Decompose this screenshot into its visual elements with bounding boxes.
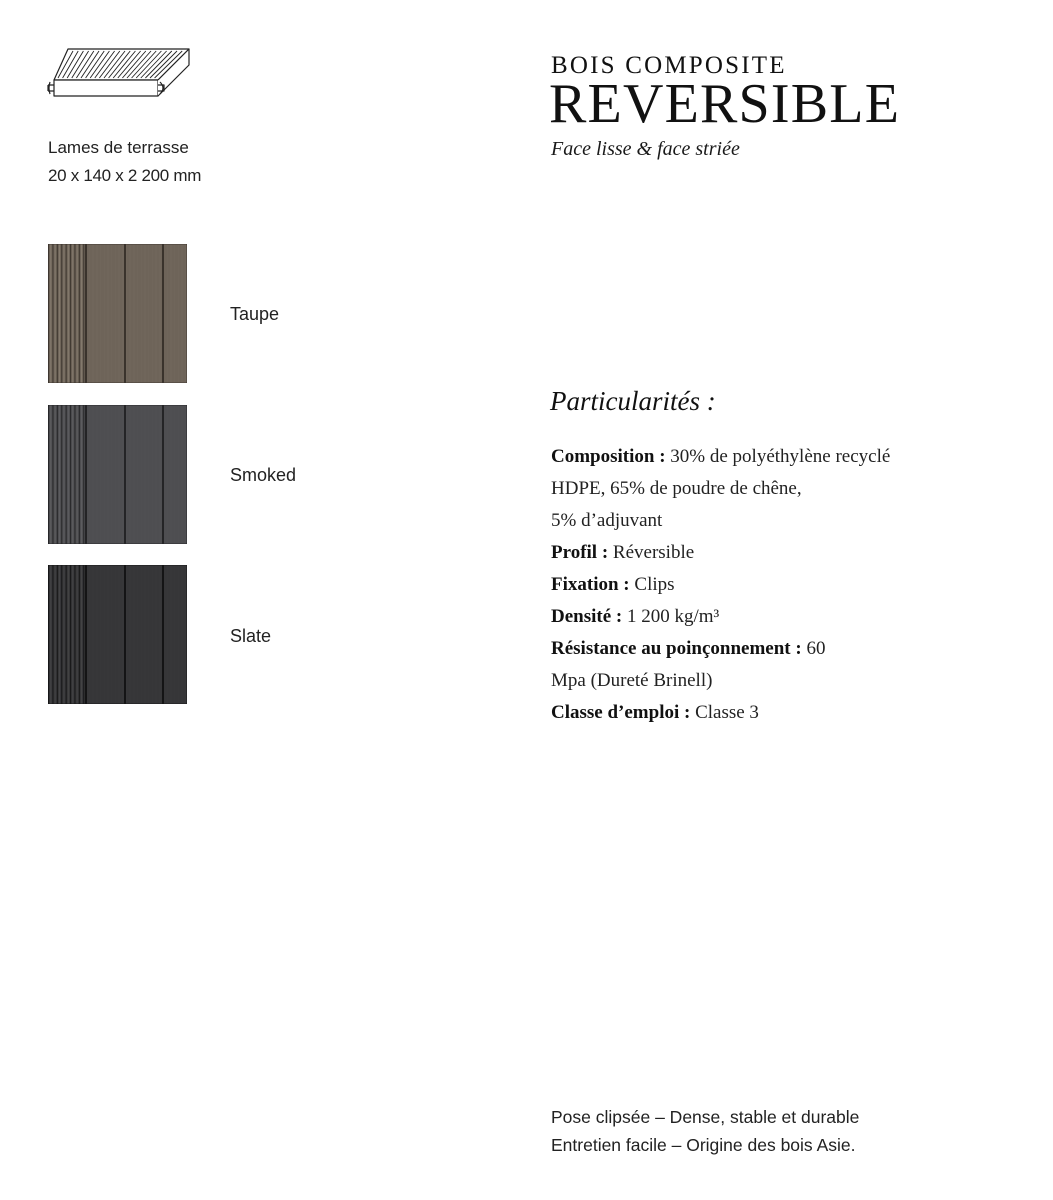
spec-label: Densité : [551,606,623,627]
footer-line-2: Entretien facile – Origine des bois Asie. [551,1135,856,1155]
spec-line [551,441,931,473]
spec-value: 30% de polyéthylène recyclé [665,446,891,467]
page-title: REVERSIBLE [549,73,901,135]
spec-line [551,697,931,729]
page-subtitle: Face lisse & face striée [551,138,740,160]
spec-line [551,505,931,537]
swatch-smoked-texture [48,405,187,544]
swatch-taupe [48,244,187,383]
spec-line [551,537,931,569]
swatch-name-slate: Slate [230,626,272,646]
board-profile-icon [46,44,196,102]
spec-value: HDPE, 65% de poudre de chêne, [551,478,802,499]
product-type-label: Lames de terrasse [48,138,189,157]
spec-label: Classe d’emploi : [551,702,691,723]
footer-note [551,1103,859,1159]
swatch-taupe-texture [48,244,187,383]
spec-value: Classe 3 [690,702,759,723]
product-info [48,134,201,190]
spec-line [551,665,931,697]
header-kicker: BOIS COMPOSITE [551,52,787,79]
details-title: Particularités : [550,386,716,416]
spec-line [551,601,931,633]
swatch-name-smoked: Smoked [230,465,297,485]
spec-value: 60 [801,638,826,659]
spec-label: Résistance au poinçonnement : [551,638,802,659]
spec-line [551,569,931,601]
details-list [551,441,931,729]
swatch-slate [48,565,187,704]
footer-line-1: Pose clipsée – Dense, stable et durable [551,1107,860,1127]
swatch-slate-texture [48,565,187,704]
spec-value: 1 200 kg/m³ [622,606,720,627]
swatch-name-taupe: Taupe [230,304,280,324]
spec-label: Composition : [551,446,666,467]
spec-value: Réversible [608,542,695,563]
spec-value: Clips [629,574,675,595]
product-dimensions: 20 x 140 x 2 200 mm [48,166,202,185]
spec-value: 5% d’adjuvant [551,510,663,531]
swatch-smoked [48,405,187,544]
spec-label: Fixation : [551,574,630,595]
spec-line [551,473,931,505]
spec-line [551,633,931,665]
spec-value: Mpa (Dureté Brinell) [551,670,713,691]
spec-label: Profil : [551,542,609,563]
